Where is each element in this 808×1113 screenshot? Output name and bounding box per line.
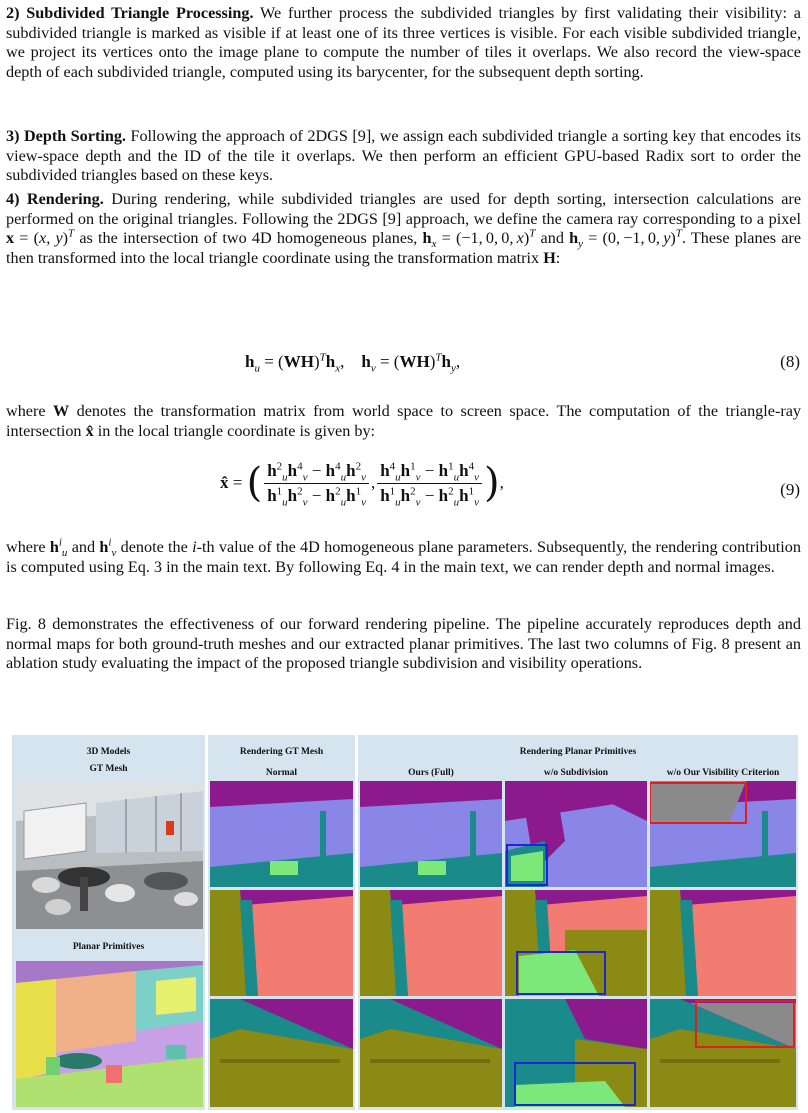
render-wo-visibility-row3 (650, 999, 796, 1107)
render-gt-row2 (210, 890, 353, 996)
planar-primitives-title: Planar Primitives (72, 942, 145, 952)
column-label-wo-subdivision: w/o Subdivision (543, 768, 609, 778)
render-gt-row1 (210, 781, 353, 887)
paragraph-subdivided-triangle-processing (6, 4, 801, 82)
column-label-wo-visibility: w/o Our Visibility Criterion (666, 768, 780, 778)
paragraph-heading: 3) Depth Sorting. (6, 127, 126, 145)
render-wo-subdivision-row2 (505, 890, 647, 996)
render-wo-visibility-row1 (650, 781, 796, 887)
models-subtitle: GT Mesh (89, 764, 128, 774)
equation-8: $h_u = (WH)^Th_x$, $h_v = (WH)^Th_y$, (8) (245, 351, 800, 375)
paragraph-transformation: where W denotes the transformation matrix from world space to screen space. The computation of the triangle-ray intersection x̂ in the local triangle coordinate is given by: (6, 402, 802, 440)
figure-8 (12, 735, 798, 1110)
paragraph-fig8-description: Fig. 8 demonstrates the effectiveness of our forward rendering pipeline. The pipeline accurately reproduces depth and normal maps for both ground-truth meshes and our extracted planar primitives. The last two columns of Fig. 8 present an ablation study evaluating the impact of the proposed triangle subdivision and visibility operations. (6, 615, 801, 673)
equation-number: (8) (780, 352, 800, 371)
render-ours-row1 (360, 781, 502, 887)
gt-render-title: Rendering GT Mesh (239, 747, 324, 757)
gt-mesh-image (16, 781, 203, 929)
render-wo-subdivision-row3 (505, 999, 647, 1107)
column-label-ours-full: Ours (Full) (408, 768, 454, 778)
render-wo-subdivision-row1 (505, 781, 647, 887)
render-wo-visibility-row2 (650, 890, 796, 996)
paragraph-plane-parameters: where $h^i_u$ and $h^i_v$ denote the i-th value of the 4D homogeneous plane parameters. Subsequently, the rendering contribution is computed using Eq. 3 in the main text. By following Eq. 4 in the main text, we can render depth and normal images. (6, 536, 801, 576)
paragraph-rendering: 4) Rendering. During rendering, while subdivided triangles are used for depth sorting, intersection calculations are performed on the original triangles. Following the 2DGS [9] approach, we define the camera ray corresponding to a pixel x = (x, y)$^T$ as the intersection of two 4D homogeneous planes, $h_x = (-1$, 0, 0, x)$^T$ and $h_y = (0$, −1, 0, y)$^T$. These planes are then transformed into the local triangle coordinate using the transformation matrix H: (6, 190, 802, 267)
render-gt-row3 (210, 999, 353, 1107)
planar-primitives-image (16, 961, 203, 1107)
planar-render-title: Rendering Planar Primitives (519, 747, 637, 757)
paragraph-body: We further process the subdivided triangles by first validating their visibility: a subdivided triangle is marked as visible if at least one of its three vertices is visible. For each visible subdivided triangle, we project its vertices onto the image plane to compute the number of tiles it overlaps. We also record the view-space depth of each subdivided triangle, computed using its barycenter, for the subsequent depth sorting. (6, 4, 801, 81)
paragraph-heading: 4) Rendering. (6, 190, 104, 208)
models-title: 3D Models (86, 747, 131, 757)
paragraph-heading: 2) Subdivided Triangle Processing. (6, 4, 254, 22)
equation-number: (9) (780, 480, 800, 499)
paragraph-depth-sorting (6, 127, 801, 186)
render-ours-row3 (360, 999, 502, 1107)
equation-9: x̂ = ( $\frac{h^2_uh^4_v - h^4_uh^2_v}{h^1_uh^2_v - h^2_uh^1_v}$ , $\frac{h^4_uh^1_v - h^1_uh^4_v}{h^1_uh^2_v - h^2_uh^1_v}$ ), (9) (220, 459, 800, 508)
gt-render-subtitle: Normal (265, 768, 298, 778)
paragraph-body: Following the approach of 2DGS [9], we assign each subdivided triangle a sorting key that encodes its view-space depth and the ID of the tile it overlaps. We then perform an efficient GPU-based Radix sort to order the subdivided triangles based on these keys. (6, 127, 801, 185)
render-ours-row2 (360, 890, 502, 996)
